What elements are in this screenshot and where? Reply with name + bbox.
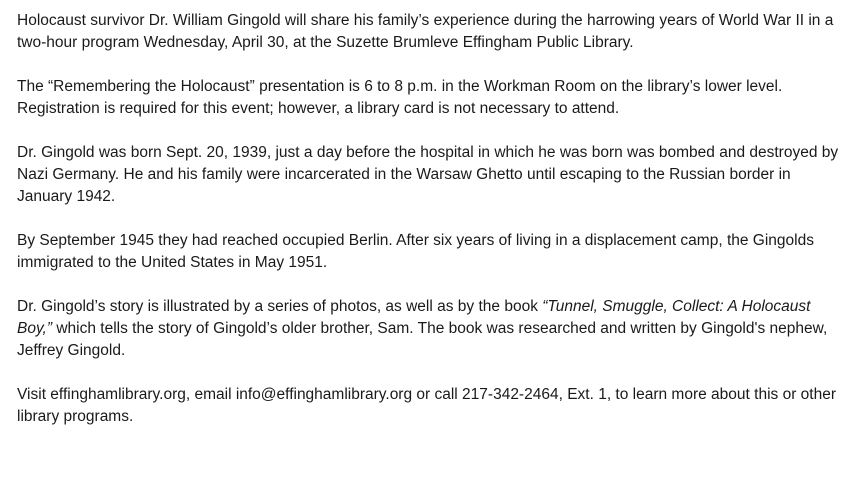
paragraph-book-after: which tells the story of Gingold’s older brother, Sam. The book was researched and written by Gingold's nephew, Jeffrey Gingold. bbox=[17, 320, 828, 359]
paragraph-contact: Visit effinghamlibrary.org, email info@effinghamlibrary.org or call 217-342-2464, Ext. 1, to learn more about this or other library programs. bbox=[17, 386, 836, 425]
paragraph-intro: Holocaust survivor Dr. William Gingold will share his family’s experience during the harrowing years of World War II in a two-hour program Wednesday, April 30, at the Suzette Brumleve Effingham Public Library. bbox=[17, 12, 834, 51]
article-body bbox=[17, 10, 842, 428]
book-title: “Tunnel, Smuggle, Collect: A Holocaust Boy,” bbox=[17, 298, 811, 337]
paragraph-presentation-details: The “Remembering the Holocaust” presentation is 6 to 8 p.m. in the Workman Room on the library’s lower level. Registration is required for this event; however, a library card is not necessary to attend. bbox=[17, 78, 783, 117]
paragraph-berlin: By September 1945 they had reached occupied Berlin. After six years of living in a displacement camp, the Gingolds immigrated to the United States in May 1951. bbox=[17, 232, 814, 271]
paragraph-biography: Dr. Gingold was born Sept. 20, 1939, just a day before the hospital in which he was born was bombed and destroyed by Nazi Germany. He and his family were incarcerated in the Warsaw Ghetto until escaping to the Russian border in January 1942. bbox=[17, 144, 839, 205]
paragraph-book bbox=[17, 296, 842, 362]
paragraph-book-before: Dr. Gingold’s story is illustrated by a series of photos, as well as by the book bbox=[17, 298, 543, 315]
